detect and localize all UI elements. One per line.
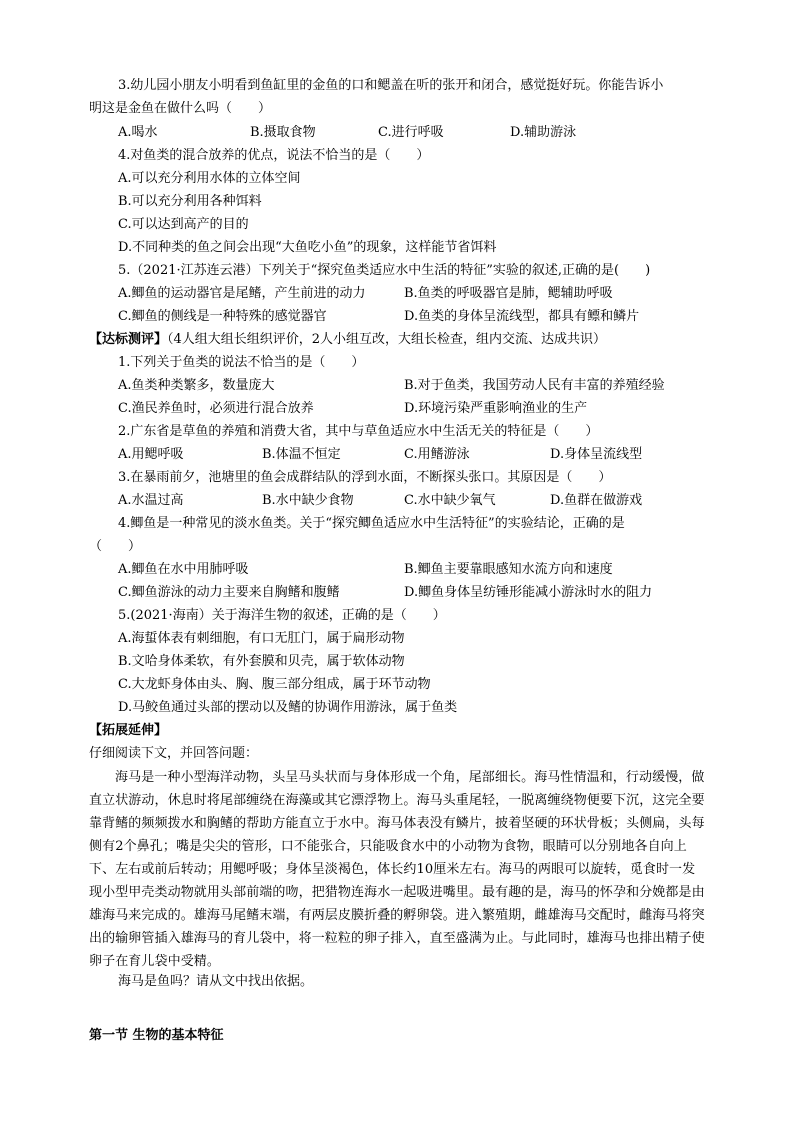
t2-stem: 2.广东省是草鱼的养殖和消费大省，其中与草鱼适应水中生活无关的特征是（ ） bbox=[118, 424, 599, 439]
q5-option-d: D.鱼类的身体呈流线型，都具有鳔和鳞片 bbox=[404, 309, 640, 324]
next-section-title: 第一节 生物的基本特征 bbox=[89, 1028, 224, 1043]
assessment-heading: 【达标测评】 bbox=[89, 332, 168, 347]
t5-option-a: A.海蜇体表有刺细胞，有口无肛门，属于扁形动物 bbox=[118, 631, 405, 646]
q3-option-b: B.摄取食物 bbox=[250, 125, 316, 140]
q3-stem-line2: 明这是金鱼在做什么吗（ ） bbox=[89, 101, 272, 116]
t4-option-c: C.鲫鱼游泳的动力主要来自胸鳍和腹鳍 bbox=[118, 585, 340, 600]
t4-option-b: B.鲫鱼主要靠眼感知水流方向和速度 bbox=[404, 562, 613, 577]
q4-stem: 4.对鱼类的混合放养的优点，说法不恰当的是（ ） bbox=[118, 148, 430, 163]
q4-option-c: C.可以达到高产的目的 bbox=[118, 217, 249, 232]
t1-option-c: C.渔民养鱼时，必须进行混合放养 bbox=[118, 401, 314, 416]
q3-option-c: C.进行呼吸 bbox=[378, 125, 444, 140]
q5-option-a: A.鲫鱼的运动器官是尾鳍，产生前进的动力 bbox=[118, 286, 366, 301]
t4-stem-line2: （ ） bbox=[89, 539, 142, 554]
t5-stem: 5.(2021·海南）关于海洋生物的叙述，正确的是（ ） bbox=[118, 608, 446, 623]
t4-stem-line1: 4.鲫鱼是一种常见的淡水鱼类。关于“探究鲫鱼适应水中生活特征”的实验结论，正确的是 bbox=[118, 516, 625, 531]
reading-instruction: 仔细阅读下文，并回答问题： bbox=[89, 746, 259, 761]
assessment-heading-line bbox=[89, 331, 606, 349]
seahorse-question: 海马是鱼吗？请从文中找出依据。 bbox=[118, 974, 314, 989]
q4-option-a: A.可以充分利用水体的立体空间 bbox=[118, 171, 301, 186]
t1-stem: 1.下列关于鱼类的说法不恰当的是（ ） bbox=[118, 355, 365, 370]
t2-option-b: B.体温不恒定 bbox=[262, 447, 341, 462]
q3-stem-line1: 3.幼儿园小朋友小明看到鱼缸里的金鱼的口和鳃盖在听的张开和闭合，感觉挺好玩。你能告诉小 bbox=[118, 78, 664, 93]
t1-option-d: D.环境污染严重影响渔业的生产 bbox=[404, 401, 588, 416]
t1-option-b: B.对于鱼类，我国劳动人民有丰富的养殖经验 bbox=[404, 378, 665, 393]
t5-option-d: D.马鲛鱼通过头部的摆动以及鳍的协调作用游泳，属于鱼类 bbox=[118, 700, 458, 715]
t1-option-a: A.鱼类种类繁多，数量庞大 bbox=[118, 378, 275, 393]
q5-stem: 5.（2021·江苏连云港）下列关于“探究鱼类适应水中生活的特征”实验的叙述,正确的是( ) bbox=[118, 263, 651, 278]
t3-option-a: A.水温过高 bbox=[118, 493, 184, 508]
q3-option-d: D.辅助游泳 bbox=[510, 125, 577, 140]
t3-option-c: C.水中缺少氧气 bbox=[404, 493, 496, 508]
t2-option-a: A.用鳃呼吸 bbox=[118, 447, 184, 462]
t5-option-b: B.文哈身体柔软，有外套膜和贝壳，属于软体动物 bbox=[118, 654, 405, 669]
t4-option-a: A.鲫鱼在水中用肺呼吸 bbox=[118, 562, 249, 577]
t4-option-d: D.鲫鱼身体呈纺锤形能减小游泳时水的阻力 bbox=[404, 585, 653, 600]
t3-stem: 3.在暴雨前夕，池塘里的鱼会成群结队的浮到水面，不断探头张口。其原因是（ ） bbox=[118, 470, 612, 485]
t3-option-b: B.水中缺少食物 bbox=[262, 493, 354, 508]
seahorse-passage: 海马是一种小型海洋动物，头呈马头状而与身体形成一个角，尾部细长。海马性情温和，行动缓慢，做直立状游动，休息时将尾部缠绕在海藻或其它漂浮物上。海马头重尾轻，一脱离缠绕物便要下沉，这完全要靠背鳍的频频拨水和胸鳍的帮助方能直立于水中。海马体表没有鳞片，披着坚硬的环状骨板；头侧扁，头每侧有2个鼻孔；嘴是尖尖的管形，口不能张合，只能吸食水中的小动物为食物，眼睛可以分别地各自向上下、左右或前后转动；用鳃呼吸；身体呈淡褐色，体长约10厘米左右。海马的两眼可以旋转，觅食时一发现小型甲壳类动物就用头部前端的吻，把猎物连海水一起吸进嘴里。最有趣的是，海马的怀孕和分娩都是由雄海马来完成的。雄海马尾鳍末端，有两层皮膜折叠的孵卵袋。进入繁殖期，雌雄海马交配时，雌海马将突出的输卵管插入雄海马的育儿袋中，将一粒粒的卵子排入，直至盛满为止。与此同时，雄海马也排出精子使卵子在育儿袋中受精。 bbox=[89, 770, 705, 969]
t2-option-c: C.用鳍游泳 bbox=[404, 447, 470, 462]
q3-option-a: A.喝水 bbox=[118, 125, 158, 140]
q5-option-b: B.鱼类的呼吸器官是肺，鳃辅助呼吸 bbox=[404, 286, 613, 301]
t5-option-c: C.大龙虾身体由头、胸、腹三部分组成，属于环节动物 bbox=[118, 677, 431, 692]
t2-option-d: D.身体呈流线型 bbox=[550, 447, 643, 462]
extension-heading: 【拓展延伸】 bbox=[89, 723, 168, 738]
q4-option-d: D.不同种类的鱼之间会出现“大鱼吃小鱼”的现象，这样能节省饵料 bbox=[118, 240, 497, 255]
q4-option-b: B.可以充分利用各种饵料 bbox=[118, 194, 262, 209]
t3-option-d: D.鱼群在做游戏 bbox=[550, 493, 643, 508]
assessment-heading-note: （4人组大组长组织评价，2人小组互改，大组长检查，组内交流、达成共识） bbox=[167, 332, 607, 347]
q5-option-c: C.鲫鱼的侧线是一种特殊的感觉器官 bbox=[118, 309, 327, 324]
